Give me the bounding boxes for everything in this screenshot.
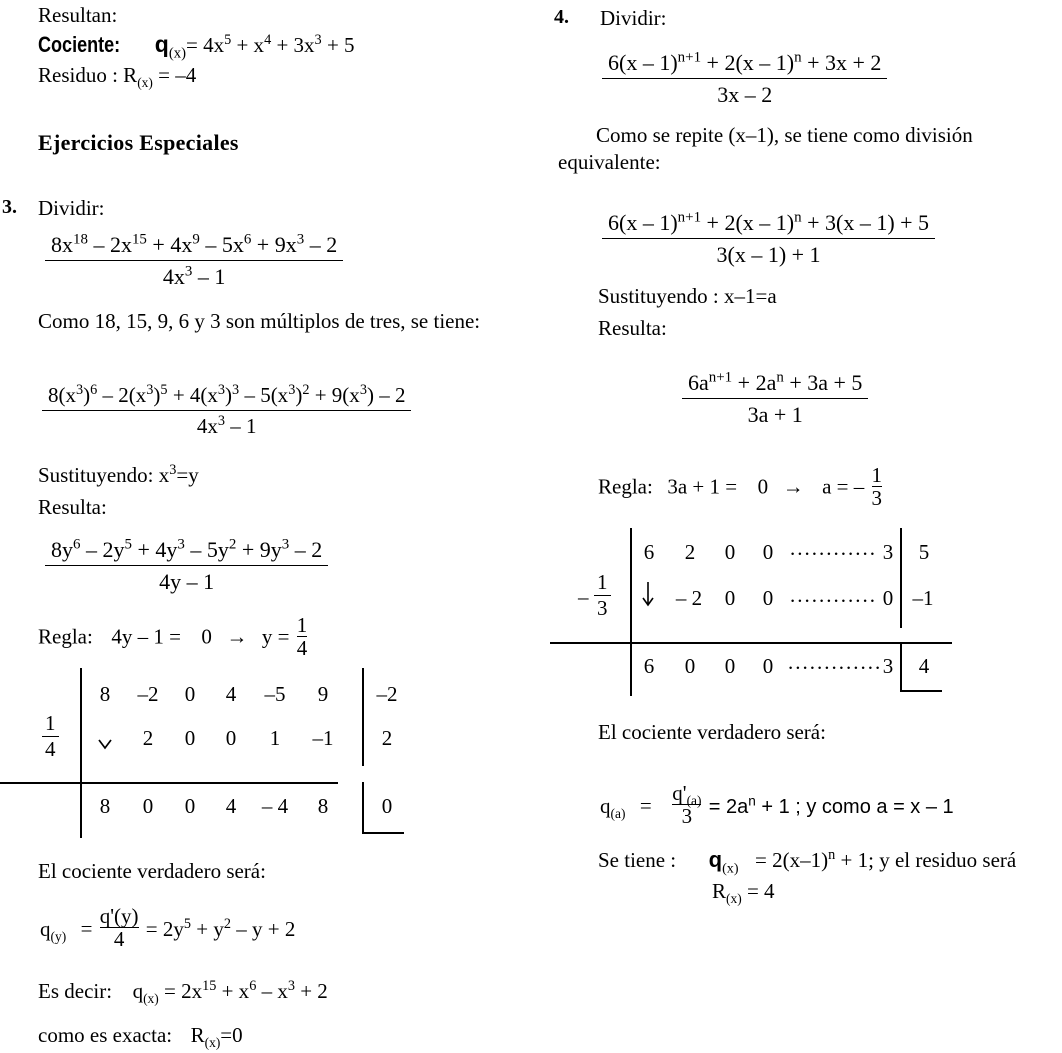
ruffini-cell: 0: [724, 654, 736, 678]
fraction-denominator: 3: [871, 486, 883, 511]
es-decir-expression: $q_{(x)} = 2x^{15} + x^6 - x^3 + 2$: [132, 978, 328, 1007]
exercise-4-resulta: [598, 315, 667, 341]
regla-zero: 0: [201, 624, 212, 649]
exercise-3-note-1-text: Como 18, 15, 9, 6 y 3 son múltiplos de tres, se tiene:: [38, 309, 481, 333]
es-decir-label: Es decir:: [38, 979, 113, 1003]
fraction-numerator: 1: [871, 463, 883, 487]
ruffini-remainder-cell: –2: [376, 682, 398, 706]
residuo-label: Residuo : $R_{(x)} = -4$: [38, 63, 197, 91]
exercise-3-resulta-text: Resulta:: [38, 495, 107, 519]
ruffini-cell: 3: [882, 654, 894, 678]
fraction-numerator: $8x^{18} - 2x^{15} + 4x^9 - 5x^6 + 9x^3 - 2$: [51, 231, 338, 257]
exercise-4-fraction-2: [602, 210, 935, 268]
quotient-fraction: [100, 905, 139, 950]
fraction-numerator: $8y^6 - 2y^5 + 4y^3 - 5y^2 + 9y^3 - 2$: [51, 536, 323, 562]
exacta-expression: $R_{(x)}=0$: [190, 1023, 243, 1051]
quotient-fraction: [672, 782, 701, 827]
ruffini-table-exercise-4: [550, 528, 1030, 696]
exercise-3-number-text: 3.: [2, 196, 17, 218]
ruffini-carry-arrow-icon: [640, 580, 656, 616]
ruffini-cell: 0: [762, 586, 774, 610]
fraction-denominator: 4: [296, 636, 308, 661]
exercise-4-regla: [598, 464, 884, 509]
ruffini-ellipsis: .............: [788, 650, 883, 674]
fraction-numerator: $8(x^3)^6 - 2(x^3)^5 + 4(x^3)^3 - 5(x^3)^2 + 9(x^3) - 2$: [48, 382, 406, 407]
ruffini-left-rule: [80, 668, 82, 838]
exercise-3-command-text: Dividir:: [38, 196, 105, 220]
ruffini-divisor: [42, 711, 59, 762]
regla-equation: 3a + 1 =: [667, 474, 738, 499]
ruffini-cell: – 2: [675, 586, 703, 610]
exercise-3-conclusion-label: [38, 858, 266, 884]
regla-label: Regla:: [38, 624, 93, 649]
conclusion-label-text: El cociente verdadero será:: [598, 720, 826, 744]
fraction-denominator: 3: [672, 804, 701, 827]
ruffini-cell: 1: [269, 726, 281, 750]
cociente-q: $q_{(x)}$: [154, 31, 186, 62]
ruffini-cell: –2: [137, 682, 159, 706]
ruffini-divisor: [594, 570, 611, 621]
fraction-denominator: 3x – 2: [602, 78, 887, 108]
exercise-3-note-1: [38, 308, 518, 335]
ruffini-cell: –1: [312, 726, 334, 750]
exercise-3-fraction-2: [42, 383, 411, 439]
exercise-3-quotient-equation: [40, 905, 295, 950]
exercise-4-note-1: [558, 122, 1062, 177]
fraction-numerator: 6(x – 1)$^{n+1}$ + 2(x – 1)$^n$ + 3(x – 1) + 5: [608, 209, 930, 235]
fraction-denominator: 3: [594, 595, 611, 621]
arrow-down-icon: [96, 734, 114, 754]
regla-result-fraction: [297, 614, 308, 659]
ruffini-cell: 0: [225, 726, 237, 750]
ruffini-cell: 0: [882, 586, 894, 610]
fraction-numerator: q'(y): [99, 904, 139, 928]
cociente-expression: = $4x^5 + x^4 + 3x^3 + 5$: [185, 32, 355, 57]
conclusion-label-text: El cociente verdadero será:: [38, 859, 266, 883]
ruffini-cell: 9: [317, 682, 329, 706]
cociente-label: Cociente:: [38, 32, 121, 57]
exercise-3-resulta: [38, 494, 107, 520]
ruffini-cell: 2: [684, 540, 696, 564]
fraction-denominator: 4: [42, 736, 59, 762]
ruffini-cell: 0: [762, 540, 774, 564]
exacta-label: como es exacta:: [38, 1023, 173, 1047]
ruffini-bottom-rule: [550, 642, 952, 644]
regla-label: Regla:: [598, 474, 653, 499]
exercise-4-sustituyendo: [598, 283, 777, 309]
regla-arrow-icon: →: [782, 474, 804, 499]
arrow-down-icon: [640, 580, 656, 610]
ruffini-remainder-cell: –1: [912, 586, 934, 610]
ruffini-ellipsis: ............: [790, 583, 877, 607]
fraction-numerator: 1: [296, 613, 308, 637]
ruffini-remainder-rule-top: [362, 668, 364, 766]
section-heading: [38, 130, 239, 156]
ruffini-cell: –5: [264, 682, 286, 706]
ruffini-cell: 0: [762, 654, 774, 678]
ruffini-cell: 0: [684, 654, 696, 678]
exercise-3-sustituyendo: [38, 462, 199, 488]
regla-result-var: a =: [822, 474, 849, 499]
exercise-3-fraction-1: [45, 232, 343, 290]
ruffini-cell: 0: [184, 794, 196, 818]
exercise-3-number: [2, 196, 17, 219]
ruffini-cell: 4: [225, 682, 237, 706]
regla-arrow-icon: →: [226, 624, 248, 649]
ruffini-cell: 2: [142, 726, 154, 750]
divisor-sign-text: –: [578, 585, 589, 609]
ruffini-remainder-cell: 4: [918, 654, 930, 678]
ruffini-ellipsis: ............: [790, 536, 877, 560]
regla-equation: 4y – 1 =: [111, 624, 181, 649]
exercise-4-sustituyendo-text: Sustituyendo : x–1=a: [598, 284, 777, 308]
regla-result-sign: –: [853, 474, 865, 499]
fraction-denominator: $4x^3 - 1$: [42, 410, 411, 439]
exercise-4-fraction-1: [602, 50, 887, 108]
fraction-numerator: $q'_{(a)}$: [672, 781, 702, 809]
ruffini-remainder-box-bottom: [362, 832, 404, 834]
fraction-denominator: 3(x – 1) + 1: [602, 238, 935, 268]
ruffini-table-exercise-3: [0, 668, 420, 838]
ruffini-remainder-cell: 2: [381, 726, 393, 750]
quotient-lhs: $q_{(y)}$: [40, 916, 67, 944]
exercise-4-se-tiene: [598, 846, 1017, 877]
ruffini-remainder-cell: 0: [381, 794, 393, 818]
exercise-3-es-decir: [38, 978, 328, 1007]
ruffini-cell: 0: [184, 726, 196, 750]
fraction-denominator: 3a + 1: [682, 398, 868, 428]
residuo-line: [38, 62, 197, 91]
ruffini-cell: 8: [99, 682, 111, 706]
exercise-4-note-1-text: Como se repite (x–1), se tiene como división equivalente:: [558, 123, 973, 175]
ruffini-cell: 6: [643, 540, 655, 564]
exercise-4-command-text: Dividir:: [600, 6, 667, 30]
exercise-3-fraction-3: [45, 537, 328, 595]
resultan-label: [38, 2, 117, 28]
exercise-4-conclusion-label: [598, 719, 826, 745]
quotient-rhs: = $2y^5 + y^2 - y + 2$: [145, 915, 296, 941]
resultan-text: Resultan:: [38, 3, 118, 27]
se-tiene-label: Se tiene :: [598, 848, 677, 872]
quotient-rhs: = $2a^n + 1$ ; y como a = x – 1: [708, 792, 954, 818]
exercise-3-sustituyendo-text: Sustituyendo: $x^3=y$: [38, 462, 199, 487]
exercise-4-quotient-equation: [600, 782, 954, 827]
ruffini-cell: 0: [724, 540, 736, 564]
ruffini-remainder-rule-bottom: [362, 782, 364, 834]
exercise-4-number: [554, 6, 569, 29]
ruffini-cell: – 4: [261, 794, 289, 818]
quotient-lhs: $q_{(a)}$: [600, 793, 626, 821]
exercise-3-exacta: [38, 1022, 243, 1051]
ruffini-left-rule: [630, 528, 632, 696]
ruffini-cell: 8: [317, 794, 329, 818]
ruffini-cell: 6: [643, 654, 655, 678]
fraction-numerator: 1: [45, 711, 56, 735]
se-tiene-q: $q_{(x)}$: [708, 847, 739, 877]
exercise-4-number-text: 4.: [554, 6, 569, 28]
exercise-3-regla: [38, 614, 309, 659]
fraction-denominator: 4: [100, 927, 139, 950]
ruffini-cell: 3: [882, 540, 894, 564]
exercise-4-residuo: [712, 878, 775, 907]
ruffini-cell: 0: [142, 794, 154, 818]
ruffini-bottom-rule: [0, 782, 338, 784]
exercise-3-command: [38, 195, 105, 221]
section-heading-text: Ejercicios Especiales: [38, 130, 239, 155]
ruffini-remainder-box-bottom: [900, 690, 942, 692]
fraction-denominator: 4y – 1: [45, 565, 328, 595]
quotient-equals: =: [80, 916, 93, 941]
ruffini-cell: 8: [99, 794, 111, 818]
exercise-4-fraction-3: [682, 370, 868, 428]
cociente-line: [38, 30, 355, 62]
regla-result-fraction: [872, 464, 883, 509]
residuo-expression: $R_{(x)} = 4$: [712, 879, 775, 907]
regla-result-var: y =: [261, 624, 290, 649]
exercise-4-resulta-text: Resulta:: [598, 316, 667, 340]
ruffini-cell: 0: [184, 682, 196, 706]
ruffini-divisor-sign: [578, 584, 589, 610]
ruffini-cell: 0: [724, 586, 736, 610]
se-tiene-rhs: = $2(x-1)^n + 1$; y el residuo será: [755, 847, 1017, 872]
ruffini-cell: 4: [225, 794, 237, 818]
fraction-numerator: 1: [597, 570, 608, 594]
ruffini-carry-arrow-icon: [96, 734, 114, 760]
ruffini-remainder-cell: 5: [918, 540, 930, 564]
fraction-numerator: 6(x – 1)$^{n+1}$ + 2(x – 1)$^n$ + 3x + 2: [608, 49, 882, 75]
quotient-equals: =: [639, 793, 652, 818]
fraction-numerator: $6a^{n+1} + 2a^n + 3a + 5$: [688, 369, 863, 395]
exercise-4-command: [600, 5, 667, 31]
regla-zero: 0: [757, 474, 769, 499]
fraction-denominator: $4x^3 - 1$: [45, 260, 343, 290]
